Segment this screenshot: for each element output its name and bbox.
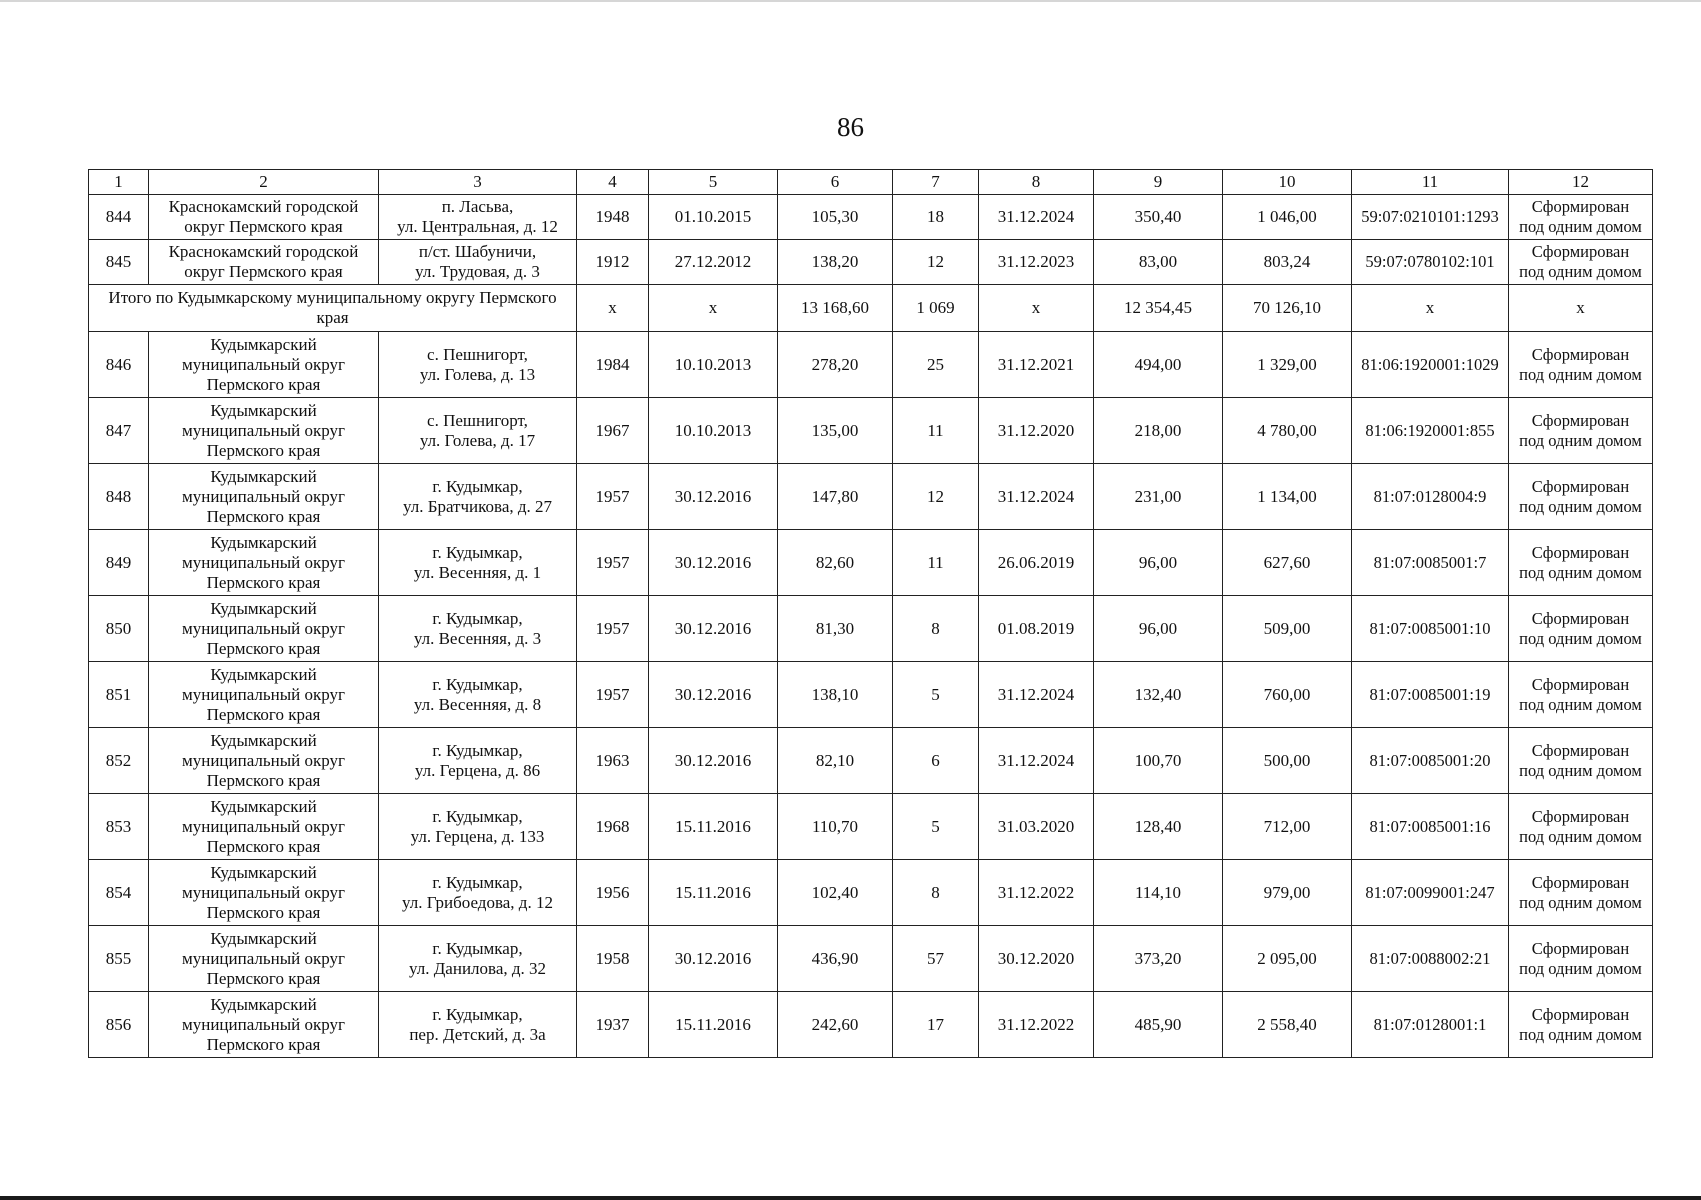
row-number-cell: 849 — [89, 530, 149, 596]
cell-line: Кудымкарский — [210, 730, 317, 750]
cell-line: под одним домом — [1519, 496, 1642, 516]
cell-line: ул. Голева, д. 13 — [419, 364, 536, 384]
municipality-cell — [149, 596, 379, 662]
cell-line: Сформирован — [1531, 542, 1630, 562]
cell-line: муниципальный округ — [181, 750, 346, 770]
cell-line: ул. Герцена, д. 133 — [410, 826, 545, 846]
cadastral-number-cell: 59:07:0780102:101 — [1352, 240, 1509, 285]
cell-line: Сформирован — [1531, 938, 1630, 958]
table-row — [89, 332, 1653, 398]
cost-cell: 803,24 — [1223, 240, 1352, 285]
date-recognized-cell: 30.12.2016 — [649, 728, 778, 794]
area-cell: 105,30 — [778, 195, 893, 240]
cell-line: округ Пермского края — [184, 262, 343, 281]
column-header: 9 — [1094, 170, 1223, 195]
cell-line: Кудымкарский — [210, 928, 317, 948]
date-recognized-cell: 30.12.2016 — [649, 662, 778, 728]
row-number-cell: 855 — [89, 926, 149, 992]
cell-line: под одним домом — [1519, 217, 1642, 236]
cell-line: Кудымкарский — [210, 334, 317, 354]
cell-line: под одним домом — [1519, 562, 1642, 582]
land-area-cell: 485,90 — [1094, 992, 1223, 1058]
year-cell: 1967 — [577, 398, 649, 464]
address-cell — [379, 332, 577, 398]
cadastral-number-cell: 81:07:0099001:247 — [1352, 860, 1509, 926]
address-cell — [379, 464, 577, 530]
date-recognized-cell: 15.11.2016 — [649, 992, 778, 1058]
date-recognized-cell: 15.11.2016 — [649, 860, 778, 926]
cell-line: г. Кудымкар, — [432, 872, 523, 892]
land-status-cell — [1509, 992, 1653, 1058]
cell-line: г. Кудымкар, — [432, 542, 523, 562]
cell-line: Кудымкарский — [210, 400, 317, 420]
cell-line: ул. Весенняя, д. 1 — [413, 562, 542, 582]
row-number-cell: 856 — [89, 992, 149, 1058]
cost-cell: 500,00 — [1223, 728, 1352, 794]
cell-line: под одним домом — [1519, 262, 1642, 281]
land-area-cell: 350,40 — [1094, 195, 1223, 240]
land-area-cell: 100,70 — [1094, 728, 1223, 794]
date-recognized-cell: 10.10.2013 — [649, 332, 778, 398]
cell-line: Сформирован — [1531, 410, 1630, 430]
cell-line: муниципальный округ — [181, 948, 346, 968]
cell-line: Пермского края — [206, 968, 321, 988]
municipality-cell — [149, 794, 379, 860]
residents-cell: 5 — [893, 794, 979, 860]
cell-line: Сформирован — [1531, 608, 1630, 628]
page-number: 86 — [837, 112, 864, 142]
residents-cell: 11 — [893, 530, 979, 596]
residents-cell: 6 — [893, 728, 979, 794]
land-status-cell — [1509, 240, 1653, 285]
area-cell: 102,40 — [778, 860, 893, 926]
residents-cell: 11 — [893, 398, 979, 464]
date-planned-cell: 31.12.2024 — [979, 728, 1094, 794]
cell-line: с. Пешнигорт, — [427, 344, 528, 364]
row-number-cell: 853 — [89, 794, 149, 860]
total-status-cell: х — [1509, 285, 1653, 332]
date-planned-cell: 30.12.2020 — [979, 926, 1094, 992]
total-label-cell: Итого по Кудымкарскому муниципальному округу Пермского края — [89, 285, 577, 332]
municipality-cell — [149, 662, 379, 728]
cell-line: Кудымкарский — [210, 796, 317, 816]
cost-cell: 760,00 — [1223, 662, 1352, 728]
column-header: 8 — [979, 170, 1094, 195]
land-area-cell: 96,00 — [1094, 530, 1223, 596]
cost-cell: 4 780,00 — [1223, 398, 1352, 464]
cadastral-number-cell: 81:07:0085001:7 — [1352, 530, 1509, 596]
cell-line: Кудымкарский — [210, 664, 317, 684]
table-row — [89, 398, 1653, 464]
cost-cell: 712,00 — [1223, 794, 1352, 860]
total-cadastral-cell: х — [1352, 285, 1509, 332]
cell-line: Сформирован — [1531, 872, 1630, 892]
cell-line: Пермского края — [206, 638, 321, 658]
residents-cell: 57 — [893, 926, 979, 992]
cell-line: под одним домом — [1519, 826, 1642, 846]
date-recognized-cell: 10.10.2013 — [649, 398, 778, 464]
area-cell: 147,80 — [778, 464, 893, 530]
cell-line: муниципальный округ — [181, 552, 346, 572]
cell-line: Сформирован — [1531, 197, 1630, 216]
cell-line: ул. Весенняя, д. 8 — [413, 694, 542, 714]
column-header: 5 — [649, 170, 778, 195]
column-header: 11 — [1352, 170, 1509, 195]
date-recognized-cell: 30.12.2016 — [649, 596, 778, 662]
date-recognized-cell: 27.12.2012 — [649, 240, 778, 285]
cell-line: ул. Голева, д. 17 — [419, 430, 536, 450]
residents-cell: 17 — [893, 992, 979, 1058]
date-recognized-cell: 30.12.2016 — [649, 530, 778, 596]
cell-line: ул. Герцена, д. 86 — [414, 760, 541, 780]
cadastral-number-cell: 81:07:0085001:16 — [1352, 794, 1509, 860]
cell-line: муниципальный округ — [181, 684, 346, 704]
cell-line: Краснокамский городской — [168, 197, 359, 216]
row-number-cell: 846 — [89, 332, 149, 398]
date-recognized-cell: 15.11.2016 — [649, 794, 778, 860]
total-area-cell: 13 168,60 — [778, 285, 893, 332]
cell-line: Пермского края — [206, 902, 321, 922]
cell-line: под одним домом — [1519, 364, 1642, 384]
cost-cell: 979,00 — [1223, 860, 1352, 926]
row-number-cell: 854 — [89, 860, 149, 926]
land-status-cell — [1509, 195, 1653, 240]
date-planned-cell: 31.12.2021 — [979, 332, 1094, 398]
land-area-cell: 231,00 — [1094, 464, 1223, 530]
municipality-cell — [149, 860, 379, 926]
land-status-cell — [1509, 332, 1653, 398]
cell-line: муниципальный округ — [181, 816, 346, 836]
cell-line: Сформирован — [1531, 344, 1630, 364]
total-year-cell: х — [577, 285, 649, 332]
scan-edge-top — [0, 0, 1701, 2]
area-cell: 81,30 — [778, 596, 893, 662]
address-cell — [379, 596, 577, 662]
residents-cell: 18 — [893, 195, 979, 240]
municipality-cell — [149, 398, 379, 464]
cell-line: ул. Данилова, д. 32 — [408, 958, 547, 978]
land-status-cell — [1509, 794, 1653, 860]
address-cell — [379, 926, 577, 992]
year-cell: 1957 — [577, 464, 649, 530]
residents-cell: 25 — [893, 332, 979, 398]
year-cell: 1958 — [577, 926, 649, 992]
column-header: 4 — [577, 170, 649, 195]
land-status-cell — [1509, 596, 1653, 662]
row-number-cell: 848 — [89, 464, 149, 530]
address-cell — [379, 992, 577, 1058]
cell-line: Пермского края — [206, 836, 321, 856]
area-cell: 82,60 — [778, 530, 893, 596]
land-area-cell: 114,10 — [1094, 860, 1223, 926]
address-cell — [379, 398, 577, 464]
land-area-cell: 373,20 — [1094, 926, 1223, 992]
land-status-cell — [1509, 926, 1653, 992]
row-number-cell: 852 — [89, 728, 149, 794]
land-area-cell: 218,00 — [1094, 398, 1223, 464]
address-cell — [379, 662, 577, 728]
cadastral-number-cell: 81:06:1920001:1029 — [1352, 332, 1509, 398]
cell-line: Пермского края — [206, 440, 321, 460]
date-planned-cell: 31.12.2024 — [979, 662, 1094, 728]
municipality-cell — [149, 992, 379, 1058]
municipality-cell — [149, 728, 379, 794]
cell-line: Пермского края — [206, 506, 321, 526]
year-cell: 1956 — [577, 860, 649, 926]
residents-cell: 8 — [893, 860, 979, 926]
total-date-recognized-cell: х — [649, 285, 778, 332]
land-area-cell: 128,40 — [1094, 794, 1223, 860]
land-status-cell — [1509, 398, 1653, 464]
land-status-cell — [1509, 464, 1653, 530]
cell-line: Кудымкарский — [210, 994, 317, 1014]
land-area-cell: 83,00 — [1094, 240, 1223, 285]
column-header: 10 — [1223, 170, 1352, 195]
column-header: 7 — [893, 170, 979, 195]
address-cell — [379, 728, 577, 794]
land-area-cell: 132,40 — [1094, 662, 1223, 728]
cell-line: Пермского края — [206, 1034, 321, 1054]
year-cell: 1968 — [577, 794, 649, 860]
column-number-header-row — [89, 170, 1653, 195]
date-recognized-cell: 30.12.2016 — [649, 464, 778, 530]
date-planned-cell: 31.12.2023 — [979, 240, 1094, 285]
residents-cell: 5 — [893, 662, 979, 728]
cell-line: под одним домом — [1519, 628, 1642, 648]
cell-line: ул. Центральная, д. 12 — [397, 217, 558, 236]
column-header: 12 — [1509, 170, 1653, 195]
municipality-cell — [149, 530, 379, 596]
table-row — [89, 926, 1653, 992]
column-header: 3 — [379, 170, 577, 195]
cell-line: Сформирован — [1531, 242, 1630, 261]
date-planned-cell: 31.03.2020 — [979, 794, 1094, 860]
cell-line: п. Ласьва, — [441, 197, 514, 216]
table-row — [89, 992, 1653, 1058]
cell-line: под одним домом — [1519, 430, 1642, 450]
row-number-cell: 845 — [89, 240, 149, 285]
cell-line: ул. Грибоедова, д. 12 — [402, 892, 553, 912]
cell-line: округ Пермского края — [184, 217, 343, 236]
date-recognized-cell: 01.10.2015 — [649, 195, 778, 240]
cell-line: г. Кудымкар, — [432, 740, 523, 760]
area-cell: 242,60 — [778, 992, 893, 1058]
municipality-cell — [149, 332, 379, 398]
row-number-cell: 844 — [89, 195, 149, 240]
address-cell — [379, 530, 577, 596]
area-cell: 436,90 — [778, 926, 893, 992]
cadastral-number-cell: 81:07:0085001:19 — [1352, 662, 1509, 728]
cell-line: Кудымкарский — [210, 466, 317, 486]
housing-registry-table — [88, 169, 1653, 1058]
date-planned-cell: 31.12.2024 — [979, 464, 1094, 530]
year-cell: 1957 — [577, 662, 649, 728]
year-cell: 1984 — [577, 332, 649, 398]
cell-line: муниципальный округ — [181, 618, 346, 638]
row-number-cell: 847 — [89, 398, 149, 464]
table-row — [89, 464, 1653, 530]
date-recognized-cell: 30.12.2016 — [649, 926, 778, 992]
year-cell: 1963 — [577, 728, 649, 794]
cell-line: г. Кудымкар, — [432, 476, 523, 496]
cell-line: пер. Детский, д. 3а — [409, 1024, 546, 1044]
cadastral-number-cell: 81:07:0128001:1 — [1352, 992, 1509, 1058]
date-planned-cell: 31.12.2024 — [979, 195, 1094, 240]
cell-line: Пермского края — [206, 374, 321, 394]
cost-cell: 1 329,00 — [1223, 332, 1352, 398]
residents-cell: 12 — [893, 464, 979, 530]
area-cell: 138,20 — [778, 240, 893, 285]
cost-cell: 1 134,00 — [1223, 464, 1352, 530]
cell-line: Пермского края — [206, 704, 321, 724]
area-cell: 82,10 — [778, 728, 893, 794]
scan-edge-bottom — [0, 1196, 1701, 1200]
cell-line: муниципальный округ — [181, 354, 346, 374]
cell-line: Сформирован — [1531, 1004, 1630, 1024]
total-residents-cell: 1 069 — [893, 285, 979, 332]
cell-line: муниципальный округ — [181, 882, 346, 902]
cell-line: г. Кудымкар, — [432, 608, 523, 628]
year-cell: 1937 — [577, 992, 649, 1058]
cell-line: Краснокамский городской — [168, 242, 359, 261]
row-number-cell: 850 — [89, 596, 149, 662]
land-area-cell: 96,00 — [1094, 596, 1223, 662]
cell-line: Сформирован — [1531, 740, 1630, 760]
residents-cell: 12 — [893, 240, 979, 285]
cadastral-number-cell: 81:07:0128004:9 — [1352, 464, 1509, 530]
total-row — [89, 285, 1653, 332]
cell-line: г. Кудымкар, — [432, 806, 523, 826]
cell-line: ул. Трудовая, д. 3 — [415, 262, 540, 281]
municipality-cell — [149, 464, 379, 530]
residents-cell: 8 — [893, 596, 979, 662]
cell-line: Кудымкарский — [210, 532, 317, 552]
table-row — [89, 596, 1653, 662]
table-row — [89, 860, 1653, 926]
address-cell — [379, 195, 577, 240]
date-planned-cell: 31.12.2022 — [979, 860, 1094, 926]
address-cell — [379, 240, 577, 285]
cell-line: под одним домом — [1519, 892, 1642, 912]
municipality-cell — [149, 240, 379, 285]
cell-line: Сформирован — [1531, 674, 1630, 694]
cell-line: Сформирован — [1531, 476, 1630, 496]
address-cell — [379, 794, 577, 860]
cell-line: под одним домом — [1519, 958, 1642, 978]
cost-cell: 1 046,00 — [1223, 195, 1352, 240]
total-cost-cell: 70 126,10 — [1223, 285, 1352, 332]
date-planned-cell: 31.12.2022 — [979, 992, 1094, 1058]
table-row — [89, 240, 1653, 285]
date-planned-cell: 26.06.2019 — [979, 530, 1094, 596]
cell-line: г. Кудымкар, — [432, 1004, 523, 1024]
cell-line: муниципальный округ — [181, 1014, 346, 1034]
cell-line: ул. Братчикова, д. 27 — [402, 496, 553, 516]
cost-cell: 627,60 — [1223, 530, 1352, 596]
area-cell: 135,00 — [778, 398, 893, 464]
municipality-cell — [149, 926, 379, 992]
year-cell: 1957 — [577, 596, 649, 662]
table-row — [89, 728, 1653, 794]
cost-cell: 2 558,40 — [1223, 992, 1352, 1058]
year-cell: 1957 — [577, 530, 649, 596]
row-number-cell: 851 — [89, 662, 149, 728]
table-row — [89, 530, 1653, 596]
date-planned-cell: 01.08.2019 — [979, 596, 1094, 662]
cell-line: Сформирован — [1531, 806, 1630, 826]
cadastral-number-cell: 81:07:0085001:10 — [1352, 596, 1509, 662]
area-cell: 110,70 — [778, 794, 893, 860]
land-area-cell: 494,00 — [1094, 332, 1223, 398]
land-status-cell — [1509, 530, 1653, 596]
cell-line: под одним домом — [1519, 694, 1642, 714]
cost-cell: 2 095,00 — [1223, 926, 1352, 992]
cell-line: ул. Весенняя, д. 3 — [413, 628, 542, 648]
cell-line: Пермского края — [206, 572, 321, 592]
date-planned-cell: 31.12.2020 — [979, 398, 1094, 464]
year-cell: 1948 — [577, 195, 649, 240]
cell-line: муниципальный округ — [181, 486, 346, 506]
cadastral-number-cell: 81:06:1920001:855 — [1352, 398, 1509, 464]
cell-line: с. Пешнигорт, — [427, 410, 528, 430]
area-cell: 138,10 — [778, 662, 893, 728]
address-cell — [379, 860, 577, 926]
cost-cell: 509,00 — [1223, 596, 1352, 662]
table-row — [89, 794, 1653, 860]
cell-line: г. Кудымкар, — [432, 674, 523, 694]
cell-line: Кудымкарский — [210, 598, 317, 618]
column-header: 6 — [778, 170, 893, 195]
land-status-cell — [1509, 728, 1653, 794]
cell-line: г. Кудымкар, — [432, 938, 523, 958]
column-header: 1 — [89, 170, 149, 195]
area-cell: 278,20 — [778, 332, 893, 398]
land-status-cell — [1509, 662, 1653, 728]
total-date-planned-cell: х — [979, 285, 1094, 332]
municipality-cell — [149, 195, 379, 240]
table-row — [89, 195, 1653, 240]
cell-line: п/ст. Шабуничи, — [418, 242, 537, 261]
cell-line: под одним домом — [1519, 1024, 1642, 1044]
cadastral-number-cell: 59:07:0210101:1293 — [1352, 195, 1509, 240]
table-body — [89, 170, 1653, 1058]
total-land-area-cell: 12 354,45 — [1094, 285, 1223, 332]
land-status-cell — [1509, 860, 1653, 926]
cell-line: муниципальный округ — [181, 420, 346, 440]
year-cell: 1912 — [577, 240, 649, 285]
column-header: 2 — [149, 170, 379, 195]
cadastral-number-cell: 81:07:0085001:20 — [1352, 728, 1509, 794]
cadastral-number-cell: 81:07:0088002:21 — [1352, 926, 1509, 992]
cell-line: Пермского края — [206, 770, 321, 790]
cell-line: Кудымкарский — [210, 862, 317, 882]
table-row — [89, 662, 1653, 728]
cell-line: под одним домом — [1519, 760, 1642, 780]
